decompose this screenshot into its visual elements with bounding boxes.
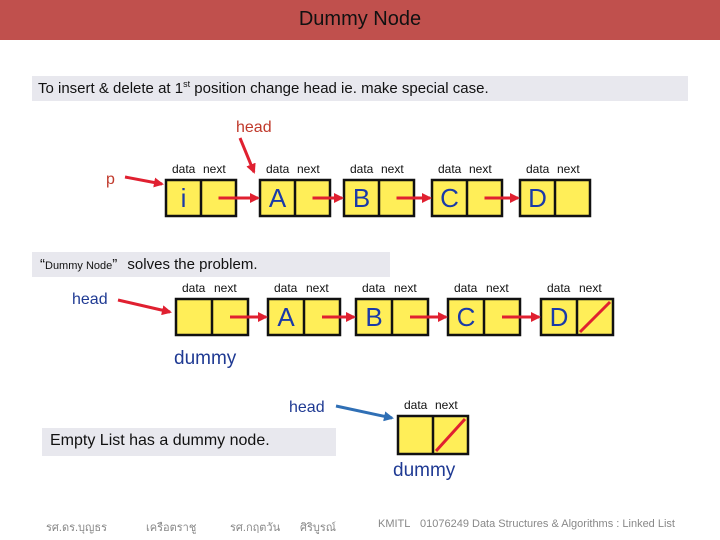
label-p: p — [106, 171, 115, 188]
list1-node-3-value: B — [352, 183, 371, 213]
arrow-p — [125, 177, 162, 184]
statement-line-2: “Dummy Node” solves the problem. — [40, 256, 258, 273]
label-head-1: head — [236, 119, 272, 136]
list2-node-3-data-label: data — [362, 281, 386, 295]
label-dummy-3: dummy — [393, 460, 456, 481]
list1-node-4-data-label: data — [438, 162, 462, 176]
list1-node-5-value: D — [528, 183, 547, 213]
list2-node-2-next-label: next — [306, 281, 329, 295]
slide-title: Dummy Node — [298, 8, 422, 30]
list2-node-4-data-label: data — [454, 281, 478, 295]
statement-line-1: To insert & delete at 1st position change head ie. make special case. — [38, 79, 489, 97]
arrow-head-2 — [118, 300, 170, 312]
footer-author-2: เครือตราชู — [146, 522, 197, 534]
empty-list-dummy-node-next-label: next — [435, 398, 458, 412]
footer — [0, 516, 720, 540]
list2-node-5-next-label: next — [579, 281, 602, 295]
label-head-2: head — [72, 291, 108, 308]
list1-node-1-value: i — [180, 183, 187, 213]
list2-node-5-data-label: data — [547, 281, 571, 295]
list2-node-2-data-label: data — [274, 281, 298, 295]
footer-author-3: รศ.กฤตวัน — [230, 522, 281, 534]
statement-line-3: Empty List has a dummy node. — [50, 432, 270, 449]
list1-node-2-data-label: data — [266, 162, 290, 176]
footer-author-4: ศิริบูรณ์ — [300, 522, 336, 534]
list2-node-2-value: A — [277, 302, 295, 332]
list2-node-3-next-label: next — [394, 281, 417, 295]
list2-node-1-next-label: next — [214, 281, 237, 295]
list1-node-4-next-label: next — [469, 162, 492, 176]
list1-node-2-next-label: next — [297, 162, 320, 176]
label-dummy-2: dummy — [174, 348, 237, 369]
footer-org: KMITL — [378, 518, 411, 530]
arrow-head-1 — [240, 138, 254, 172]
list2-node-4-next-label: next — [486, 281, 509, 295]
list2-node-5-value: D — [549, 302, 569, 332]
arrow-head-3 — [336, 406, 392, 418]
list2-node-4-value: C — [456, 302, 476, 332]
list1-node-5-data-label: data — [526, 162, 550, 176]
footer-author-1: รศ.ดร.บุญธร — [46, 522, 108, 534]
footer-course: 01076249 Data Structures & Algorithms : Linked List — [420, 518, 675, 530]
empty-list-dummy-node-data-label: data — [404, 398, 428, 412]
list1-node-3-data-label: data — [350, 162, 374, 176]
list1-node-2-value: A — [268, 183, 287, 213]
list1-node-3-next-label: next — [381, 162, 404, 176]
label-head-3: head — [289, 399, 325, 416]
list1-node-5-next-label: next — [557, 162, 580, 176]
list1-node-4-value: C — [440, 183, 459, 213]
list2-node-1-data-label: data — [182, 281, 206, 295]
list1-node-1-data-label: data — [172, 162, 196, 176]
list2-node-3-value: B — [365, 302, 383, 332]
list1-node-1-next-label: next — [203, 162, 226, 176]
